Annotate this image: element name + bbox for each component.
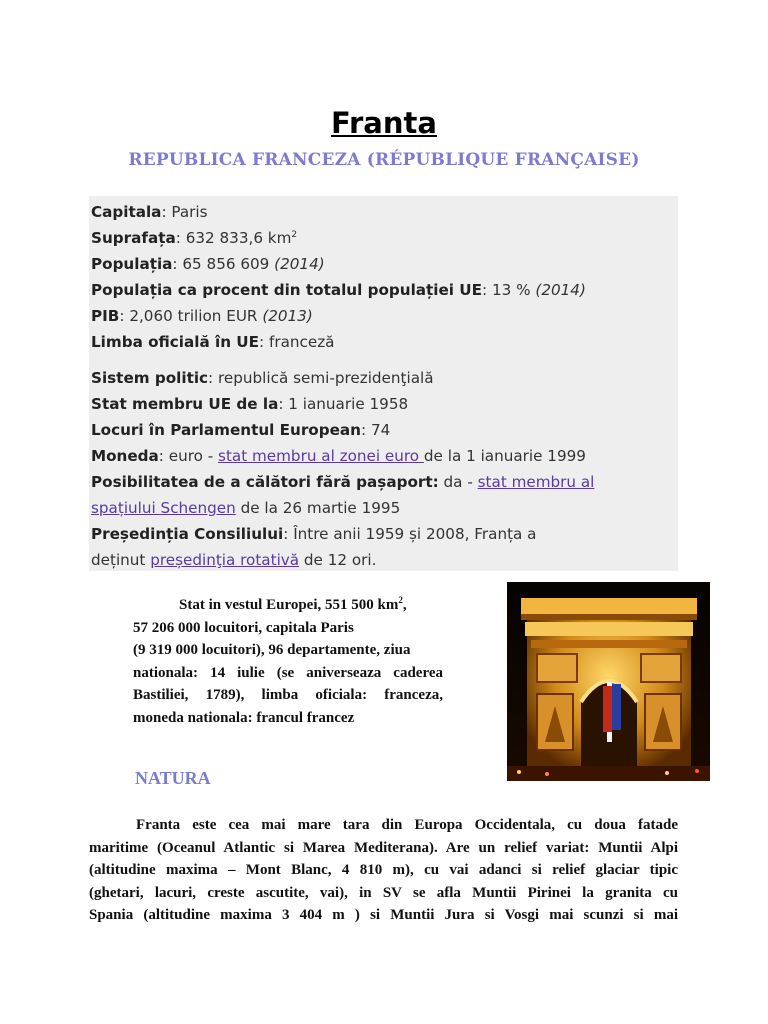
fact-value: franceză: [268, 333, 335, 351]
natura-line: Franta este cea mai mare tara din Europa Occidentala, cu doua fatade: [136, 817, 678, 833]
fact-presedintia-cont: [91, 550, 376, 570]
euro-zone-link[interactable]: stat membru al zonei euro: [218, 447, 424, 465]
intro-line: moneda nationala: francul francez: [133, 709, 355, 724]
fact-value: 74: [370, 421, 391, 439]
fact-populatia: Populația: 65 856 609 (2014): [91, 255, 325, 273]
fact-moneda: Moneda: euro - stat membru al zonei euro de la 1 ianuarie 1999: [91, 447, 586, 465]
fact-sistem: Sistem politic: republică semi-prezidenţială: [91, 369, 434, 387]
page-title: Franta: [331, 106, 437, 140]
fact-label: Stat membru UE de la: [91, 395, 279, 413]
fact-presedintia: Președinția Consiliului: Între anii 1959 și 2008, Franța a: [91, 525, 537, 543]
fact-year: (2013): [262, 307, 313, 325]
fact-value: euro -: [168, 447, 214, 465]
fact-capitala: Capitala: Paris: [91, 203, 208, 221]
fact-procent-ue: Populația ca procent din totalul populației UE: 13 % (2014): [91, 281, 586, 299]
fact-suprafata: Suprafața: 632 833,6 $km^2$: [91, 229, 298, 247]
fact-value: da -: [443, 473, 473, 491]
fact-schengen-cont: [91, 498, 400, 518]
intro-line: 57 206 000 locuitori, capitala Paris: [133, 619, 354, 636]
intro-paragraph: [133, 594, 443, 724]
fact-label: Moneda: [91, 447, 159, 465]
fact-value: Între anii 1959 și 2008, Franța a: [293, 525, 537, 543]
fact-limba: Limba oficială în UE: franceză: [91, 333, 335, 351]
fact-value: 2,060 trilion EUR: [129, 307, 258, 325]
fact-value: 65 856 609: [182, 255, 270, 273]
schengen-link-part2[interactable]: spațiului Schengen: [91, 499, 236, 517]
intro-line: Stat in vestul Europei, 551 500 $km^2$,: [179, 595, 407, 613]
fact-label: Populația: [91, 255, 173, 273]
natura-line: (altitudine maxima – Mont Blanc, 4 810 m), cu vai adanci si relief glaciar tipic: [89, 862, 678, 878]
fact-membru: Stat membru UE de la: 1 ianuarie 1958: [91, 395, 409, 413]
fact-value: Paris: [171, 203, 208, 221]
fact-label: Populația ca procent din totalul populației UE: [91, 281, 483, 299]
intro-line: Bastiliei, 1789), limba oficiala: franceza,: [133, 687, 443, 703]
fact-sup: 2: [291, 229, 298, 240]
fact-value: deținut: [91, 551, 146, 569]
fact-label: Posibilitatea de a călători fără pașaport:: [91, 473, 439, 491]
fact-locuri: Locuri în Parlamentul European: 74: [91, 421, 391, 439]
intro-line: nationala: 14 iulie (se aniverseaza caderea: [133, 664, 443, 681]
fact-label: Capitala: [91, 203, 162, 221]
fact-schengen: [91, 472, 594, 492]
intro-line: (9 319 000 locuitori), 96 departamente, ziua: [133, 642, 411, 658]
fact-label: Sistem politic: [91, 369, 209, 387]
fact-pib: PIB: 2,060 trilion EUR (2013): [91, 307, 313, 325]
fact-year: (2014): [274, 255, 325, 273]
fact-value: 632 833,6 km: [185, 229, 292, 247]
natura-line: (ghetari, lacuri, creste ascutite, vai), in SV se afla Muntii Pirinei la granita cu: [89, 884, 678, 901]
fact-value: de la 26 martie 1995: [240, 499, 401, 517]
section-heading-natura: NATURA: [135, 768, 211, 788]
presidency-link[interactable]: președinţia rotativă: [150, 551, 300, 569]
arc-illustration: [507, 582, 710, 781]
fact-label: Limba oficială în UE: [91, 333, 260, 351]
fact-value: republică semi-prezidenţială: [218, 369, 434, 387]
fact-value: de 12 ori.: [303, 551, 377, 569]
page-subtitle: REPUBLICA FRANCEZA (RÉPUBLIQUE FRANÇAISE): [128, 150, 640, 170]
fact-value: 1 ianuarie 1958: [288, 395, 409, 413]
schengen-link-part1[interactable]: stat membru al: [477, 473, 595, 491]
arc-de-triomphe-photo: [507, 582, 710, 781]
natura-paragraph: [89, 814, 678, 927]
fact-year: (2014): [535, 281, 586, 299]
fact-label: Președinția Consiliului: [91, 525, 284, 543]
fact-value: 13 %: [491, 281, 531, 299]
fact-label: Locuri în Parlamentul European: [91, 421, 361, 439]
fact-label: PIB: [91, 307, 120, 325]
natura-line: Spania (altitudine maxima 3 404 m ) si Muntii Jura si Vosgi mai scunzi si mai: [89, 907, 678, 923]
fact-label: Suprafața: [91, 229, 176, 247]
fact-value: de la 1 ianuarie 1999: [423, 447, 586, 465]
country-facts-box: [89, 196, 678, 571]
natura-line: maritime (Oceanul Atlantic si Marea Mediterana). Are un relief variat: Muntii Alpi: [89, 839, 678, 856]
